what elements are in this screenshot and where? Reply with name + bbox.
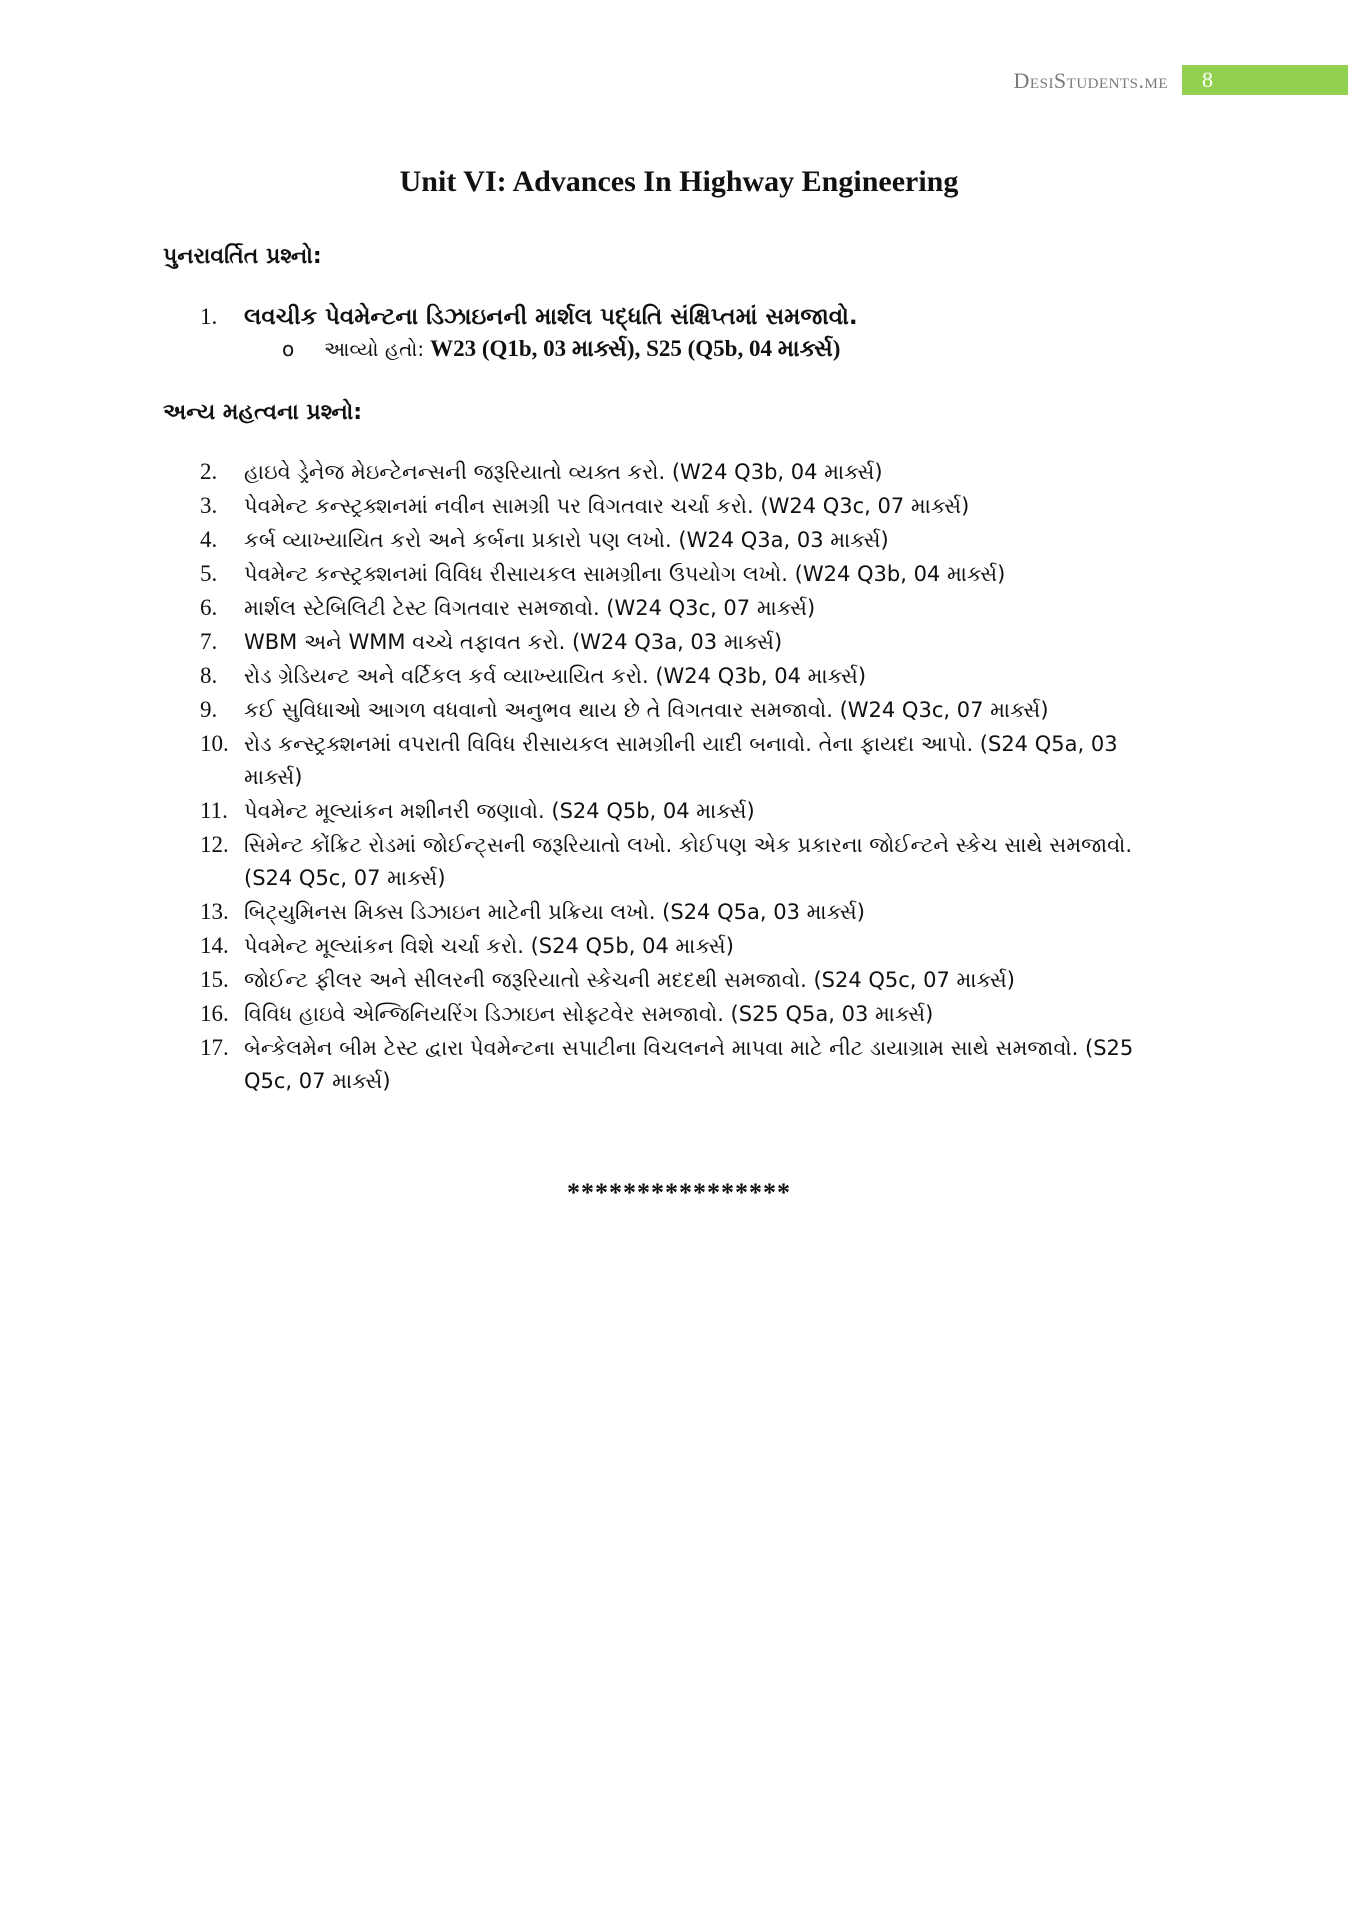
question-text: જોઈન્ટ ફીલર અને સીલરની જરૂરિયાતો સ્કેચની મદદથી સમજાવો. (S24 Q5c, 07 માર્ક્સ) [244,968,1015,992]
question-number: 8. [200,663,218,688]
question-number: 3. [200,493,218,518]
question-number: 14. [200,933,229,958]
question-number: 1. [200,304,218,329]
question-text: પેવમેન્ટ મૂલ્યાંકન મશીનરી જણાવો. (S24 Q5b, 04 માર્ક્સ) [244,799,755,823]
question-number: 16. [200,1001,229,1026]
list-item [200,625,1160,659]
question-number: 7. [200,629,218,654]
question-number: 2. [200,459,218,484]
unit-title: Unit VI: Advances In Highway Engineering [399,165,959,198]
question-number: 17. [200,1035,229,1060]
list-item [200,300,1200,334]
page-header [1014,65,1348,95]
list-item [200,693,1160,727]
question-text: પેવમેન્ટ કન્સ્ટ્રક્શનમાં નવીન સામગ્રી પર વિગતવાર ચર્ચા કરો. (W24 Q3c, 07 માર્ક્સ) [244,494,970,518]
list-item [200,727,1160,794]
question-text: સિમેન્ટ કોંક્રિટ રોડમાં જોઈન્ટ્સની જરૂરિયાતો લખો. કોઈપણ એક પ્રકારના જોઈન્ટને સ્કેચ સાથે સમજાવો. (S24 Q5c, 07 માર્ક્સ) [244,833,1133,890]
question-text: વિવિધ હાઇવે એન્જિનિયરિંગ ડિઝાઇન સોફ્ટવેર સમજાવો. (S25 Q5a, 03 માર્ક્સ) [244,1002,934,1026]
question-text: માર્શલ સ્ટેબિલિટી ટેસ્ટ વિગતવાર સમજાવો. (W24 Q3c, 07 માર્ક્સ) [244,596,816,620]
question-text: કર્બ વ્યાખ્યાયિત કરો અને કર્બના પ્રકારો પણ લખો. (W24 Q3a, 03 માર્ક્સ) [244,528,889,552]
list-item [200,794,1160,828]
other-questions-list [200,455,1160,1098]
other-questions-heading: અન્ય મહત્વના પ્રશ્નો: [163,400,363,425]
question-text: બેન્કેલમેન બીમ ટેસ્ટ દ્વારા પેવમેન્ટના સપાટીના વિચલનને માપવા માટે નીટ ડાયાગ્રામ સાથે સમજાવો. (S25 Q5c, 07 માર્ક્સ) [244,1036,1134,1093]
bullet-icon: o [282,337,295,361]
question-text: પેવમેન્ટ મૂલ્યાંકન વિશે ચર્ચા કરો. (S24 Q5b, 04 માર્ક્સ) [244,934,734,958]
list-item [200,523,1160,557]
question-number: 10. [200,731,229,756]
list-item [200,929,1160,963]
question-number: 6. [200,595,218,620]
asked-value: W23 (Q1b, 03 માર્ક્સ), S25 (Q5b, 04 માર્ક્સ) [430,336,841,361]
list-item [200,997,1160,1031]
question-number: 12. [200,832,229,857]
list-item [200,557,1160,591]
question-text: પેવમેન્ટ કન્સ્ટ્રક્શનમાં વિવિધ રીસાયકલ સામગ્રીના ઉપયોગ લખો. (W24 Q3b, 04 માર્ક્સ) [244,562,1006,586]
question-text: હાઇવે ડ્રેનેજ મેઇન્ટેનન્સની જરૂરિયાતો વ્યક્ત કરો. (W24 Q3b, 04 માર્ક્સ) [244,460,883,484]
question-text: લવચીક પેવમેન્ટના ડિઝાઇનની માર્શલ પદ્ધતિ સંક્ષિપ્તમાં સમજાવો. [244,304,858,330]
question-text: WBM અને WMM વચ્ચે તફાવત કરો. (W24 Q3a, 03 માર્ક્સ) [244,630,783,654]
list-item [200,489,1160,523]
page-number: 8 [1182,65,1348,95]
asked-label: આવ્યો હતો: [324,337,425,361]
list-item [200,1031,1160,1098]
list-item [200,895,1160,929]
repeated-questions-list [200,300,1200,362]
asked-in-line [282,336,1200,362]
repeated-questions-heading: પુનરાવર્તિત પ્રશ્નો: [163,244,322,269]
question-number: 15. [200,967,229,992]
question-number: 5. [200,561,218,586]
question-text: રોડ કન્સ્ટ્રક્શનમાં વપરાતી વિવિધ રીસાયકલ સામગ્રીની યાદી બનાવો. તેના ફાયદા આપો. (S24 Q5a, 03 માર્ક્સ) [244,732,1118,789]
site-name: DesiStudents.me [1013,68,1168,93]
question-number: 4. [200,527,218,552]
question-number: 9. [200,697,218,722]
list-item [200,659,1160,693]
list-item [200,455,1160,489]
end-separator: **************** [567,1178,791,1207]
question-text: રોડ ગ્રેડિયન્ટ અને વર્ટિકલ કર્વ વ્યાખ્યાયિત કરો. (W24 Q3b, 04 માર્ક્સ) [244,664,867,688]
question-number: 11. [200,798,228,823]
list-item [200,963,1160,997]
question-text: બિટ્યુમિનસ મિક્સ ડિઝાઇન માટેની પ્રક્રિયા લખો. (S24 Q5a, 03 માર્ક્સ) [244,900,866,924]
list-item [200,828,1160,895]
question-number: 13. [200,899,229,924]
list-item [200,591,1160,625]
question-text: કઈ સુવિધાઓ આગળ વધવાનો અનુભવ થાય છે તે વિગતવાર સમજાવો. (W24 Q3c, 07 માર્ક્સ) [244,698,1049,722]
